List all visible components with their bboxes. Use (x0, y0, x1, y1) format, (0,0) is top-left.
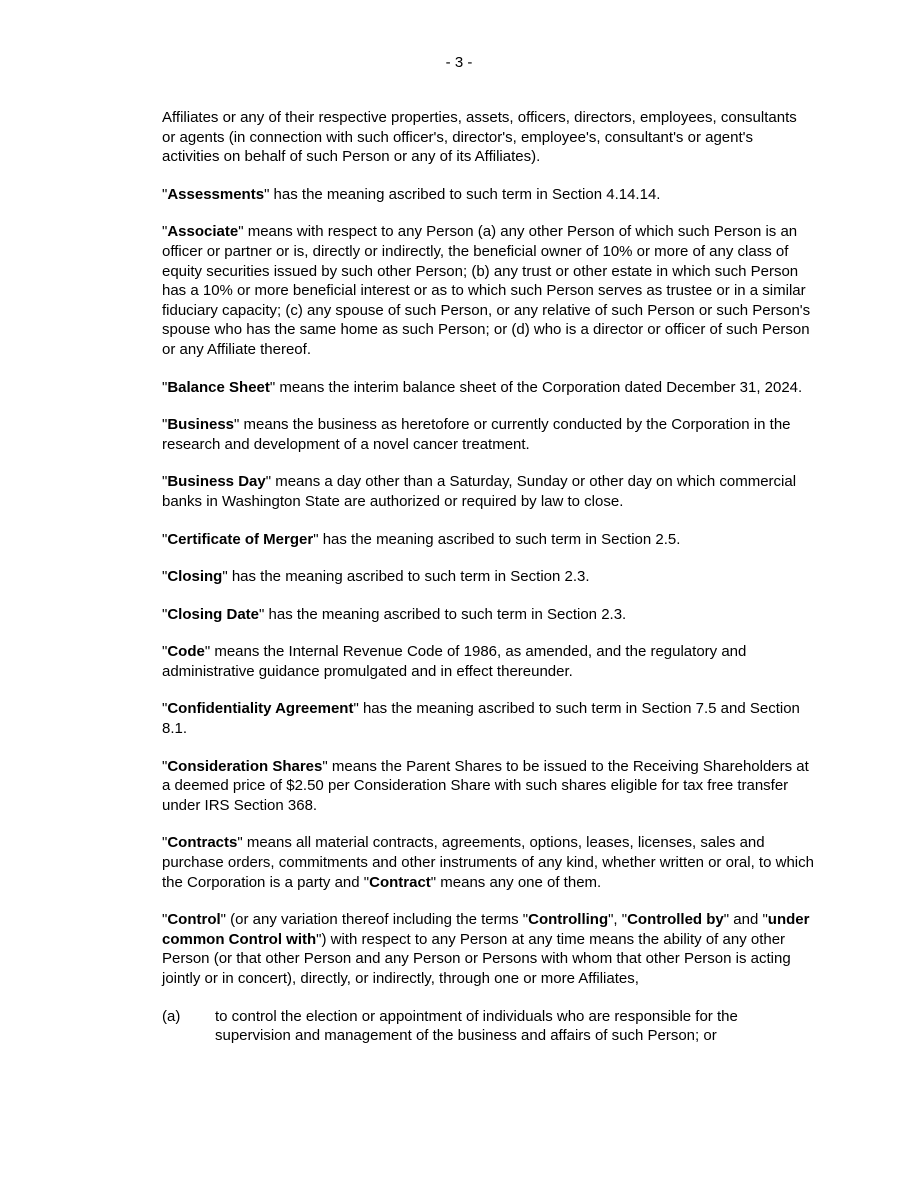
definition-control: "Control" (or any variation thereof including the terms "Controlling", "Controlled by" and "under common Control with") with respect to any Person at any time means the ability of any other Person (or that other Person and any Person or Persons with whom that other Person is acting jointly or in concert), directly, or indirectly, through one or more Affiliates, (162, 911, 810, 987)
definition-text: " means the Internal Revenue Code of 1986, as amended, and the regulatory and administrative guidance promulgated and in effect thereunder. (162, 643, 747, 680)
definition-text: " has the meaning ascribed to such term in Section 2.3. (259, 605, 627, 623)
page-number: - 3 - (445, 54, 473, 71)
definition-consideration-shares: "Consideration Shares" means the Parent Shares to be issued to the Receiving Shareholders at a deemed price of $2.50 per Consideration Share with such shares eligible for tax free transfer under IRS Section 368. (162, 757, 809, 814)
term-confidentiality-agreement: Confidentiality Agreement (167, 700, 354, 718)
term-business-day: Business Day (167, 473, 266, 491)
term-certificate-of-merger: Certificate of Merger (167, 530, 314, 548)
definition-text: " (or any variation thereof including the terms " (220, 911, 529, 929)
list-marker: (a) (162, 1007, 181, 1025)
term-associate: Associate (167, 223, 239, 241)
definition-text: " and " (723, 911, 768, 929)
term-business: Business (167, 416, 235, 434)
term-closing-date: Closing Date (167, 605, 260, 623)
intro-paragraph (162, 108, 814, 167)
term-contracts: Contracts (167, 834, 238, 852)
term-contract: Contract (369, 873, 431, 891)
document-body (162, 108, 814, 1046)
definition-text: " means any one of them. (430, 873, 602, 891)
term-controlling: Controlling (528, 911, 609, 929)
term-under-common-control-with: under common Control with (162, 911, 810, 948)
list-item (162, 1007, 814, 1046)
definition-contracts: "Contracts" means all material contracts, agreements, options, leases, licenses, sales and purchase orders, commitments and other instruments of any kind, whether written or oral, to which the Corporation is a party and "Contract" means any one of them. (162, 834, 814, 891)
definition-text: ", " (608, 911, 628, 929)
definition-closing: "Closing" has the meaning ascribed to such term in Section 2.3. (162, 568, 590, 586)
definition-text: " means all material contracts, agreements, options, leases, licenses, sales and purchase orders, commitments and other instruments of any kind, whether written or oral, to which the Corporation is a party and " (162, 834, 814, 891)
definition-text: " means the Parent Shares to be issued to the Receiving Shareholders at a deemed price of $2.50 per Consideration Share with such shares eligible for tax free transfer under IRS Section 368. (162, 757, 809, 814)
term-closing: Closing (167, 568, 223, 586)
intro-text: Affiliates or any of their respective properties, assets, officers, directors, employees, consultants or agents (in connection with such officer's, director's, employee's, consultant's or agent's activities on behalf of such Person or any of its Affiliates). (162, 109, 797, 166)
definition-text: " means the interim balance sheet of the Corporation dated December 31, 2024. (269, 378, 803, 396)
definition-confidentiality-agreement: "Confidentiality Agreement" has the meaning ascribed to such term in Section 7.5 and Section 8.1. (162, 700, 800, 738)
definition-balance-sheet: "Balance Sheet" means the interim balance sheet of the Corporation dated December 31, 2024. (162, 378, 803, 396)
definition-closing-date: "Closing Date" has the meaning ascribed to such term in Section 2.3. (162, 605, 627, 623)
definition-text: " means the business as heretofore or currently conducted by the Corporation in the research and development of a novel cancer treatment. (162, 416, 791, 453)
definition-certificate-of-merger: "Certificate of Merger" has the meaning ascribed to such term in Section 2.5. (162, 530, 681, 548)
definition-text: " has the meaning ascribed to such term in Section 7.5 and Section 8.1. (162, 700, 800, 738)
definition-text: " has the meaning ascribed to such term in Section 2.3. (222, 568, 590, 586)
definition-business: "Business" means the business as heretofore or currently conducted by the Corporation in the research and development of a novel cancer treatment. (162, 416, 791, 453)
term-assessments: Assessments (167, 185, 265, 203)
definition-code: "Code" means the Internal Revenue Code of 1986, as amended, and the regulatory and administrative guidance promulgated and in effect thereunder. (162, 643, 747, 680)
definition-text: " means with respect to any Person (a) any other Person of which such Person is an officer or partner or is, directly or indirectly, the beneficial owner of 10% or more of any class of equity securities issued by such other Person; (b) any trust or other estate in which such Person has a 10% or more beneficial interest or as to which such Person serves as trustee or in a similar fiduciary capacity; (c) any spouse of such Person, or any relative of such Person or such Person's spouse who has the same home as such Person; or (d) who is a director or officer of such Person or any Affiliate thereof. (162, 223, 811, 358)
term-code: Code (167, 643, 205, 661)
definition-assessments: "Assessments" has the meaning ascribed to such term in Section 4.14.14. (162, 185, 661, 203)
list-item-text: to control the election or appointment of individuals who are responsible for the supervision and management of the business and affairs of such Person; or (215, 1007, 738, 1045)
definition-text: " has the meaning ascribed to such term in Section 4.14.14. (264, 185, 661, 203)
term-controlled-by: Controlled by (627, 911, 724, 929)
term-balance-sheet: Balance Sheet (167, 378, 270, 396)
definition-text: " means a day other than a Saturday, Sunday or other day on which commercial banks in Washington State are authorized or required by law to close. (162, 473, 797, 510)
definition-business-day: "Business Day" means a day other than a Saturday, Sunday or other day on which commercial banks in Washington State are authorized or required by law to close. (162, 473, 797, 510)
definition-associate: "Associate" means with respect to any Person (a) any other Person of which such Person is an officer or partner or is, directly or indirectly, the beneficial owner of 10% or more of any class of equity securities issued by such other Person; (b) any trust or other estate in which such Person has a 10% or more beneficial interest or as to which such Person serves as trustee or in a similar fiduciary capacity; (c) any spouse of such Person, or any relative of such Person or such Person's spouse who has the same home as such Person; or (d) who is a director or officer of such Person or any Affiliate thereof. (162, 223, 811, 358)
definition-text: " has the meaning ascribed to such term in Section 2.5. (313, 530, 681, 548)
term-consideration-shares: Consideration Shares (167, 757, 323, 775)
term-control: Control (167, 911, 221, 929)
definition-text: ") with respect to any Person at any time means the ability of any other Person (or that other Person and any Person or Persons with whom that other Person is acting jointly or in concert), directly, or indirectly, through one or more Affiliates, (162, 930, 791, 987)
